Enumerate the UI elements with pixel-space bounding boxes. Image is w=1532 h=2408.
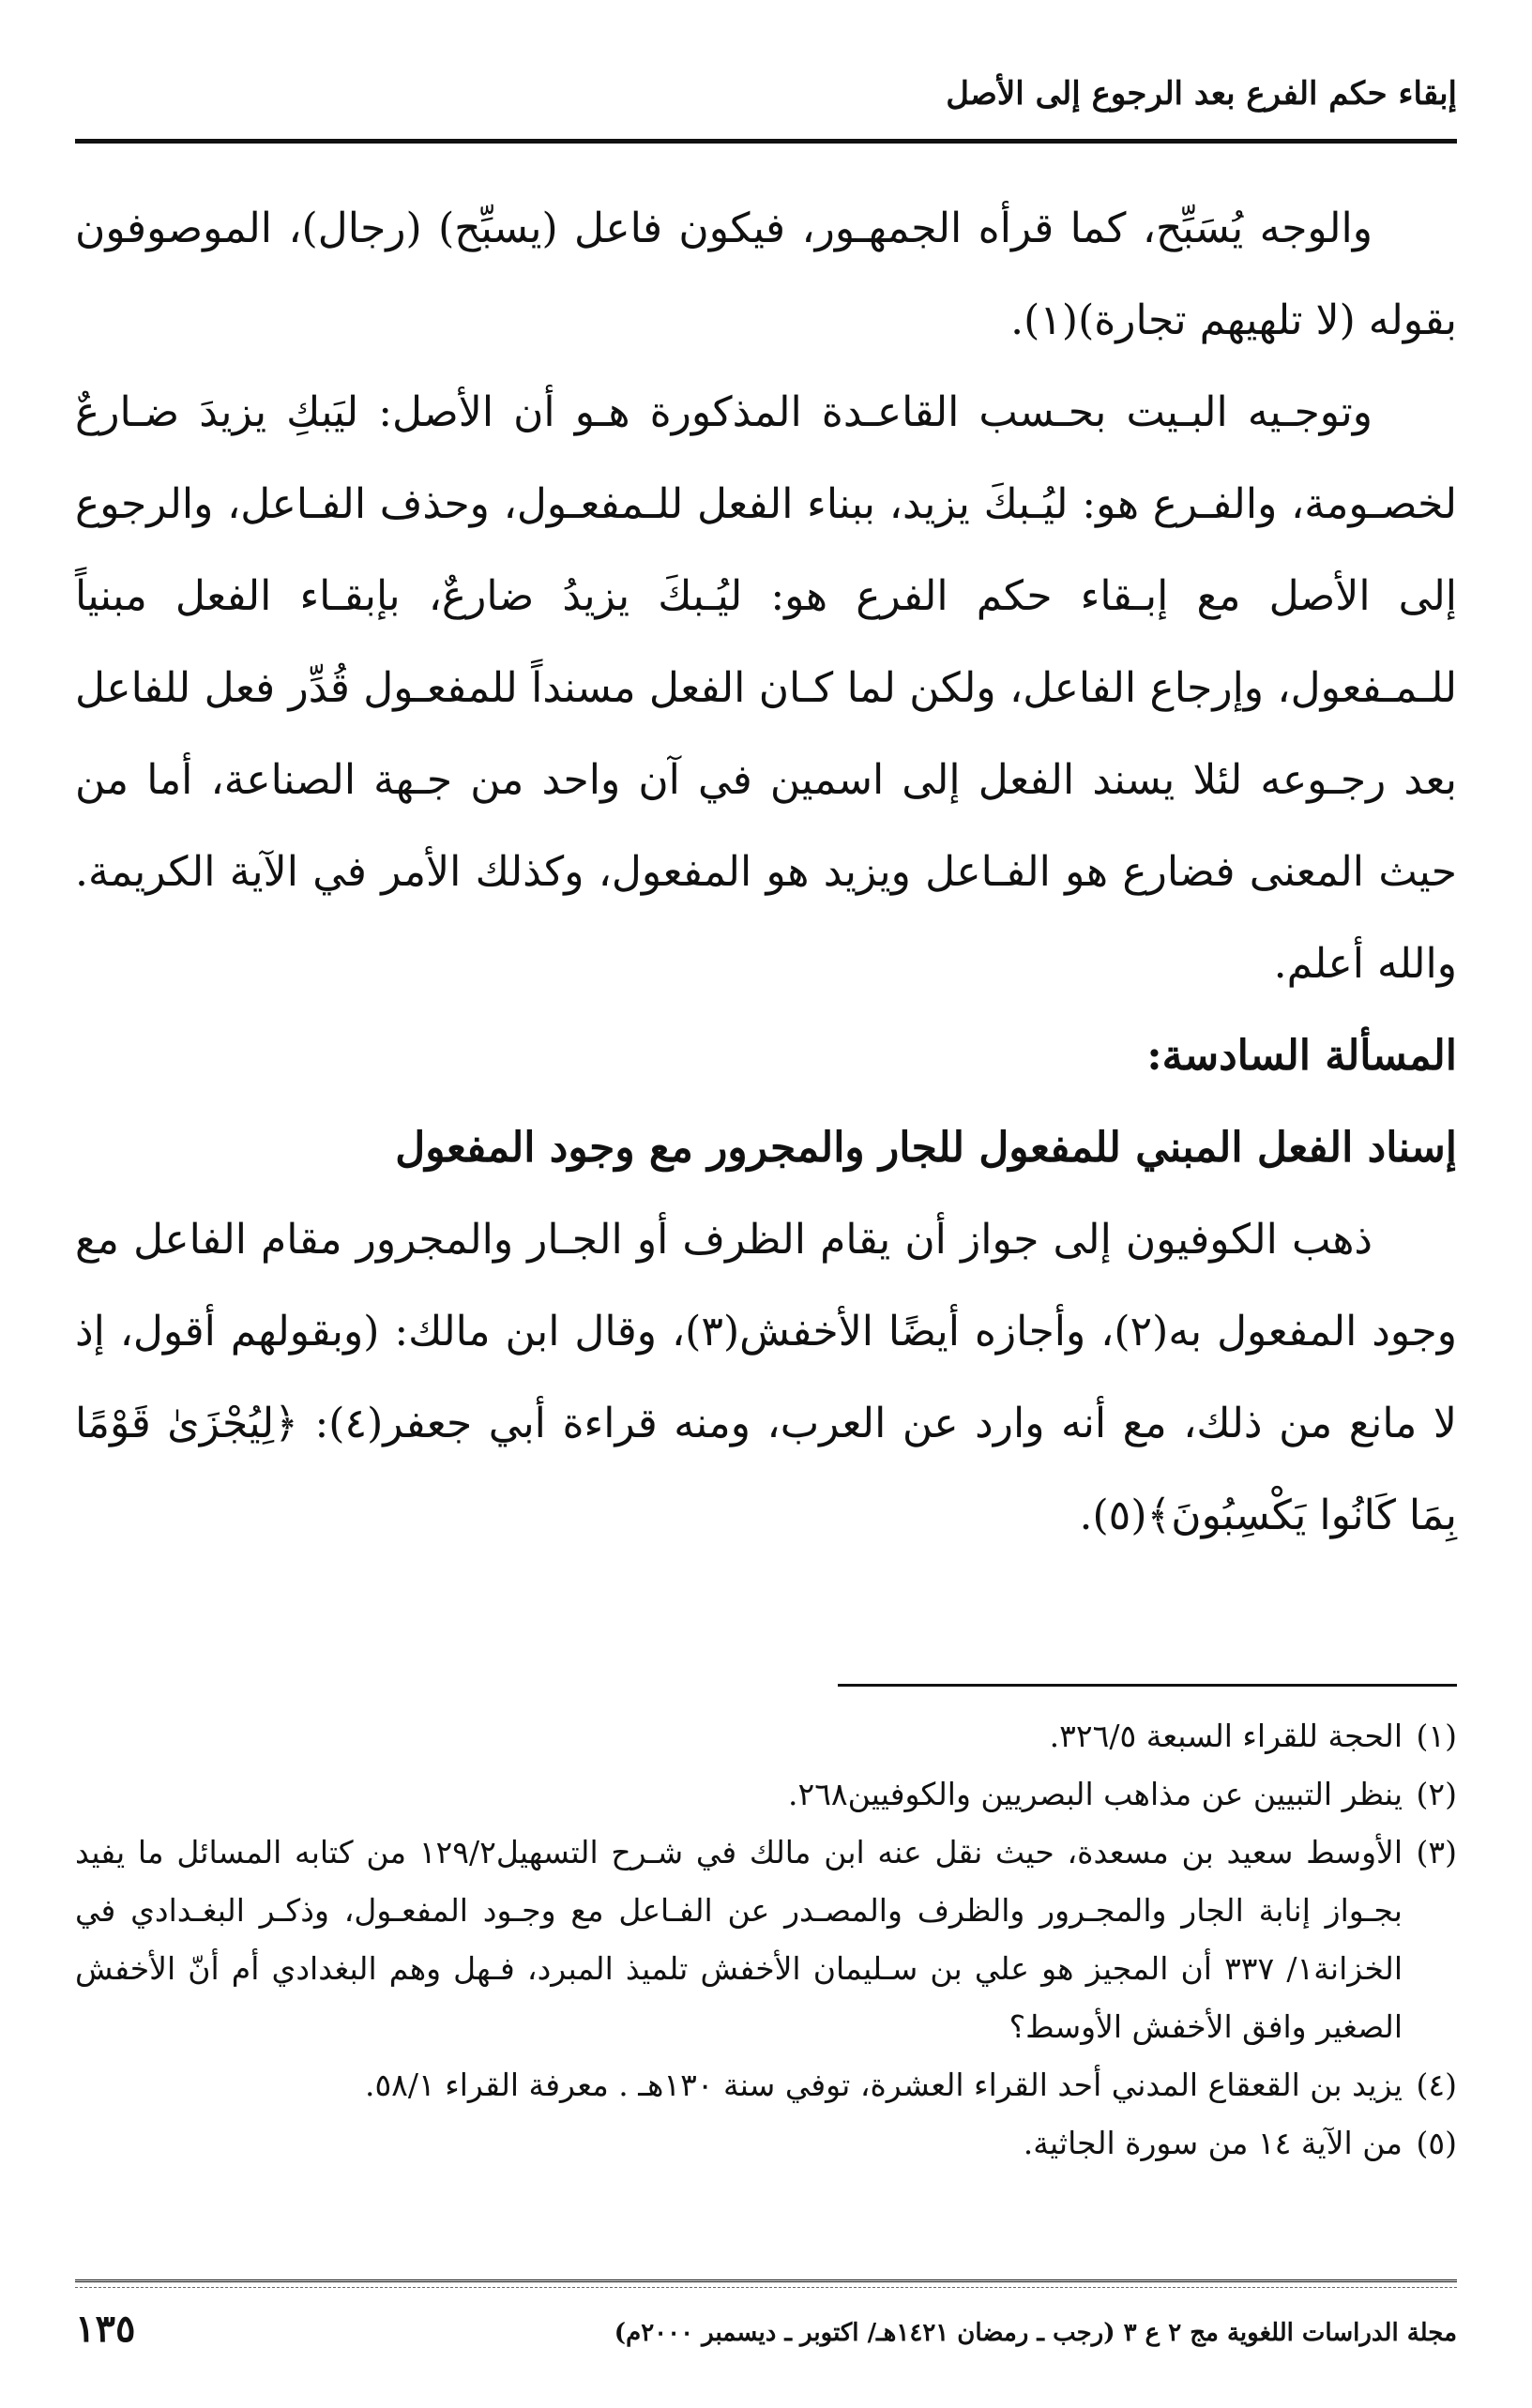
- footnote: [75, 1824, 1457, 2056]
- footnote: [75, 2056, 1457, 2114]
- footnote-number: (٥): [1416, 2125, 1457, 2161]
- section-label: المسألة السادسة:: [1146, 1032, 1457, 1080]
- page-number: ١٣٥: [75, 2307, 136, 2351]
- footnote-number: (٣): [1416, 1834, 1457, 1870]
- journal-citation: مجلة الدراسات اللغوية مج ٢ ع ٣ (رجب ـ رمضان ١٤٢١هـ/ اكتوبر ـ ديسمبر ٢٠٠٠م): [614, 2319, 1457, 2347]
- footnote-text: يزيد بن القعقاع المدني أحد القراء العشرة، توفي سنة ١٣٠هـ . معرفة القراء ٥٨/١.: [364, 2067, 1403, 2103]
- footnote-text: ينظر التبيين عن مذاهب البصريين والكوفيين٢٦٨.: [787, 1776, 1403, 1812]
- page-footer: [75, 2307, 1457, 2356]
- footnote-rule: [838, 1684, 1457, 1687]
- body-text: [75, 183, 1457, 1562]
- footnote-number: (١): [1416, 1718, 1457, 1754]
- paragraph-3: ذهب الكوفيون إلى جواز أن يقام الظرف أو الجـار والمجرور مقام الفاعل مع وجود المفعول به(٢)، وأجازه أيضًا الأخفش(٣)، وقال ابن مالك: (وبقولهم أقول، إذ لا مانع من ذلك، مع أنه وارد عن العرب، ومنه قراءة أبي جعفر(٤): ﴿لِيُجْزَىٰ قَوْمًا بِمَا كَانُوا يَكْسِبُونَ﴾(٥).: [75, 1216, 1457, 1539]
- footnote-text: من الآية ١٤ من سورة الجاثية.: [1023, 2125, 1403, 2161]
- running-header: إبقاء حكم الفرع بعد الرجوع إلى الأصل: [946, 75, 1457, 113]
- header-rule: [75, 139, 1457, 144]
- footer-rule: [75, 2279, 1457, 2288]
- footnote: [75, 2114, 1457, 2173]
- footnote: [75, 1765, 1457, 1824]
- paragraph-2: وتوجـيه البـيت بحـسب القاعـدة المذكورة هـو أن الأصل: ليَبكِ يزيدَ ضـارعٌ لخصـومة، والفـرع هو: ليُـبكَ يزيد، ببناء الفعل للـمفعـول، وحذف الفـاعل، والرجوع إلى الأصل مع إبـقاء حكم الفرع هو: ليُـبكَ يزيدُ ضارعٌ، بإبقـاء الفعل مبنياً للـمـفعول، وإرجاع الفاعل، ولكن لما كـان الفعل مسنداً للمفعـول قُدِّر فعل للفاعل بعد رجـوعه لئلا يسند الفعل إلى اسمين في آن واحد من جـهة الصناعة، أما من حيث المعنى فضارع هو الفـاعل ويزيد هو المفعول، وكذلك الأمر في الآية الكريمة. والله أعلم.: [75, 388, 1458, 988]
- paragraph-1: والوجه يُسَبِّح، كما قرأه الجمهـور، فيكون فاعل (يسبِّح) (رجال)، الموصوفون بقوله (لا تلهيهم تجارة)(١).: [75, 204, 1457, 344]
- footnote-number: (٤): [1416, 2067, 1457, 2103]
- footnote-text: الأوسط سعيد بن مسعدة، حيث نقل عنه ابن مالك في شـرح التسهيل١٢٩/٢ من كتابه المسائل ما يفيد بجـواز إنابة الجار والمجـرور والظرف والمصـدر عن الفـاعل مع وجـود المفعـول، وذكـر البغـدادي في الخزانة١/ ٣٣٧ أن المجيز هو علي بن سـليمان الأخفش تلميذ المبرد، فـهل وهم البغدادي أم أنّ الأخفش الصغير وافق الأخفش الأوسط؟: [75, 1834, 1403, 2045]
- footnote-text: الحجة للقراء السبعة ٣٢٦/٥.: [1049, 1718, 1403, 1754]
- footnote-number: (٢): [1416, 1776, 1457, 1812]
- footnote: [75, 1707, 1457, 1765]
- footnotes: [75, 1707, 1457, 2173]
- section-title: إسناد الفعل المبني للمفعول للجار والمجرور مع وجود المفعول: [395, 1124, 1457, 1172]
